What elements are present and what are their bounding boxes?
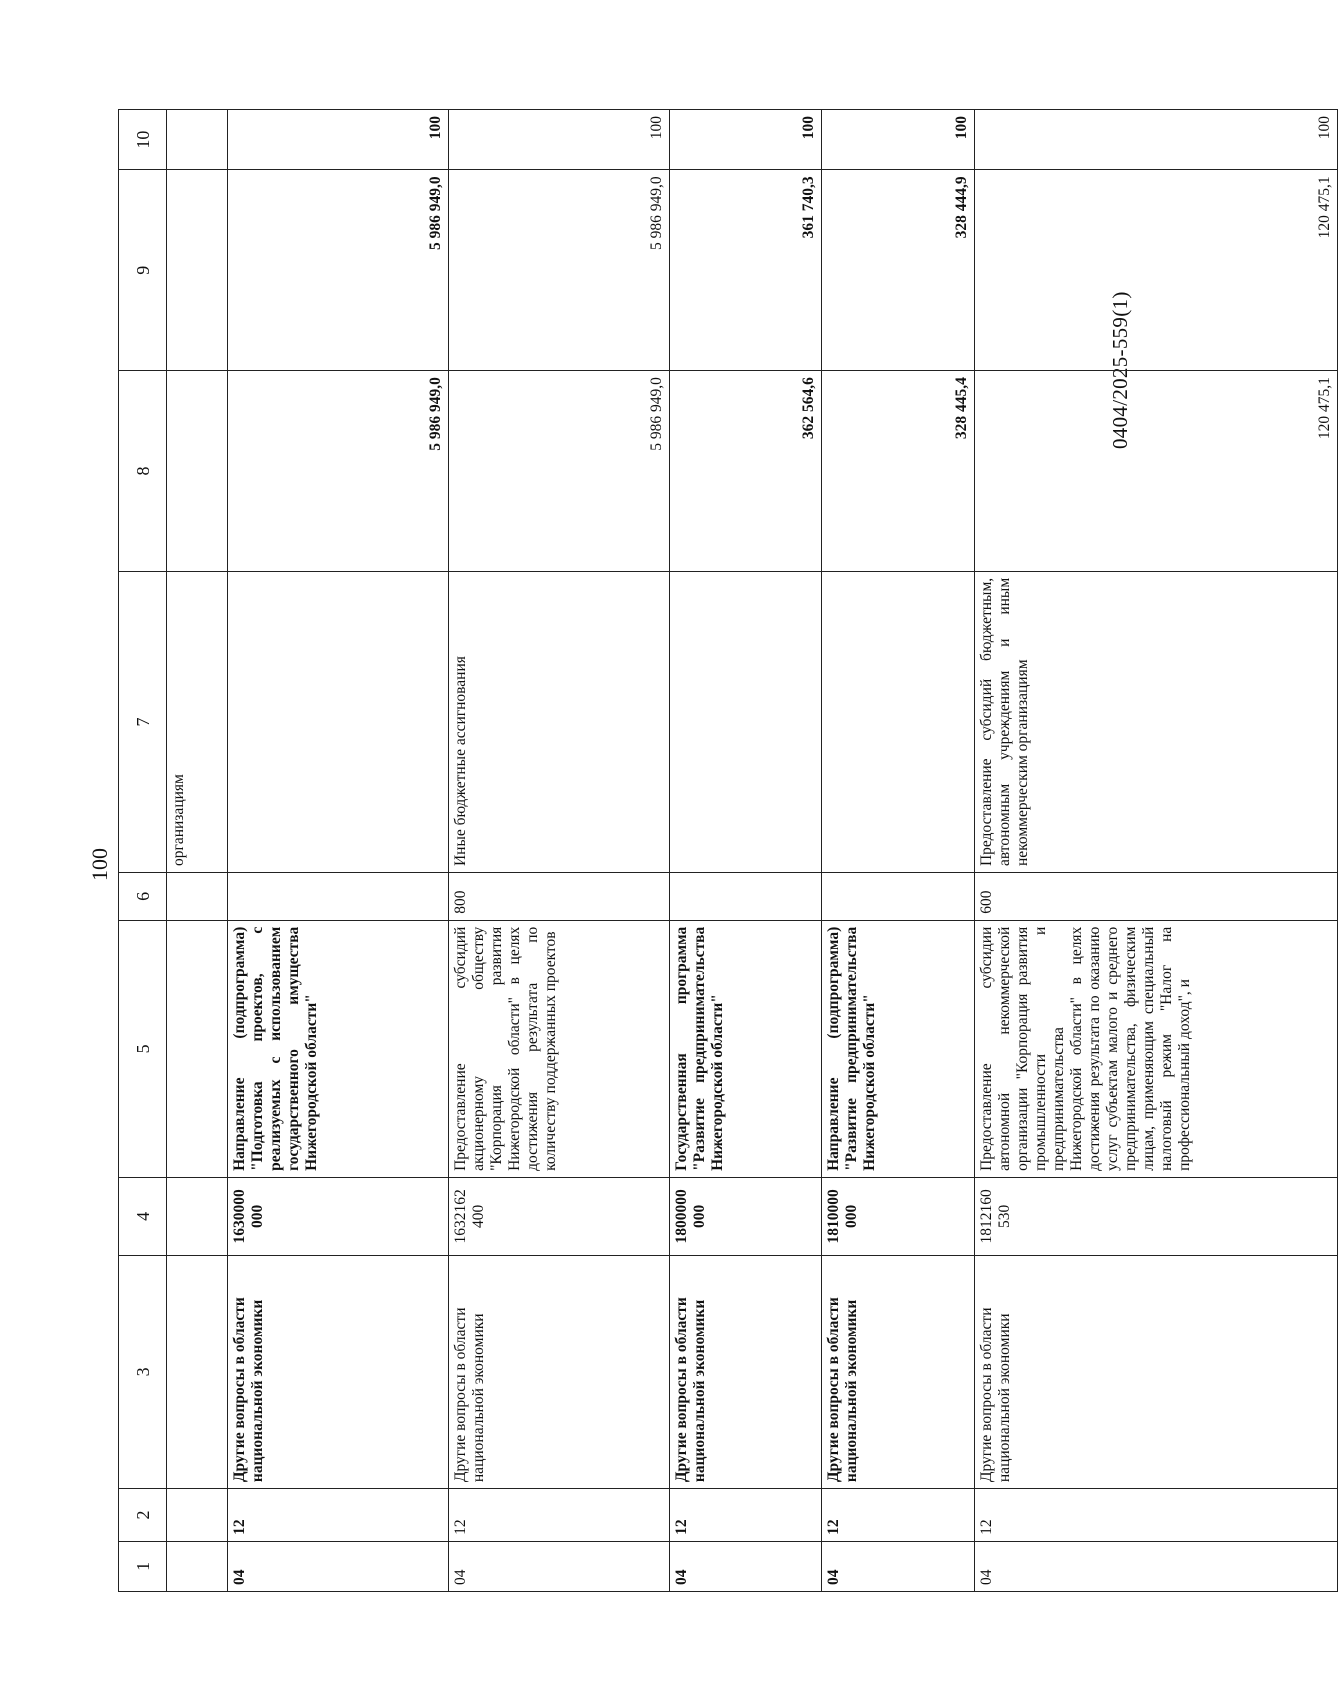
- section-name: Другие вопросы в области национальной экономики: [974, 1255, 1337, 1488]
- col-header-7: 7: [119, 571, 167, 872]
- section-code: 04: [669, 1541, 822, 1591]
- budget-table: [118, 109, 1338, 1592]
- expense-type-code: 800: [448, 873, 669, 921]
- executed-amount: 5 986 949,0: [448, 170, 669, 371]
- article-name: Предоставление субсидии автономной некоммерческой организации "Корпорация развития промышленности и предпринимательства Нижегородской области" в целях достижения результата по оказанию услуг субъектам малого и среднего предпринимательства, физическим лицам, применяющим специальный налоговый режим "Налог на профессиональный доход", и: [974, 920, 1337, 1177]
- table-row: [822, 110, 975, 1592]
- expense-type-name: Предоставление субсидий бюджетным, автономным учреждениям и иным некоммерческим организациям: [974, 571, 1337, 872]
- subsection-code: 12: [448, 1489, 669, 1542]
- expense-type-name: [669, 571, 822, 872]
- planned-amount: 362 564,6: [669, 371, 822, 572]
- section-name: Другие вопросы в области национальной экономики: [448, 1255, 669, 1488]
- subsection-code: 12: [974, 1489, 1337, 1542]
- table-row: [448, 110, 669, 1592]
- section-name: Другие вопросы в области национальной экономики: [669, 1255, 822, 1488]
- execution-percent: 100: [227, 110, 448, 170]
- expense-type-code: [227, 873, 448, 921]
- section-name: Другие вопросы в области национальной экономики: [822, 1255, 975, 1488]
- expense-type-name: Иные бюджетные ассигнования: [448, 571, 669, 872]
- expense-type-name: [227, 571, 448, 872]
- col-header-9: 9: [119, 170, 167, 371]
- table-row: [227, 110, 448, 1592]
- planned-amount: 120 475,1: [974, 371, 1337, 572]
- document-code: 0404/2025-559(1): [1108, 291, 1132, 449]
- col-header-1: 1: [119, 1541, 167, 1591]
- subsection-code: 12: [822, 1489, 975, 1542]
- target-article-code: 1812160 530: [974, 1177, 1337, 1255]
- header-row: [119, 110, 167, 1592]
- section-code: 04: [227, 1541, 448, 1591]
- article-name: Направление (подпрограмма) "Развитие предпринимательства Нижегородской области": [822, 920, 975, 1177]
- article-name: Предоставление субсидий акционерному обществу "Корпорация развития Нижегородской области" в целях достижения результата по количеству поддержанных проектов: [448, 920, 669, 1177]
- planned-amount: 5 986 949,0: [227, 371, 448, 572]
- col-header-10: 10: [119, 110, 167, 170]
- col-header-4: 4: [119, 1177, 167, 1255]
- target-article-code: 1800000 000: [669, 1177, 822, 1255]
- col-header-3: 3: [119, 1255, 167, 1488]
- section-code: 04: [448, 1541, 669, 1591]
- target-article-code: 1630000 000: [227, 1177, 448, 1255]
- execution-percent: 100: [974, 110, 1337, 170]
- expense-type-code: [669, 873, 822, 921]
- executed-amount: 120 475,1: [974, 170, 1337, 371]
- execution-percent: 100: [669, 110, 822, 170]
- executed-amount: 328 444,9: [822, 170, 975, 371]
- planned-amount: 5 986 949,0: [448, 371, 669, 572]
- expense-type-name: [822, 571, 975, 872]
- section-code: 04: [822, 1541, 975, 1591]
- subsection-code: 12: [227, 1489, 448, 1542]
- expense-type-code: 600: [974, 873, 1337, 921]
- subsection-code: 12: [669, 1489, 822, 1542]
- target-article-code: 1810000 000: [822, 1177, 975, 1255]
- section-name: Другие вопросы в области национальной экономики: [227, 1255, 448, 1488]
- execution-percent: 100: [448, 110, 669, 170]
- planned-amount: 328 445,4: [822, 371, 975, 572]
- execution-percent: 100: [822, 110, 975, 170]
- article-name: Государственная программа "Развитие предпринимательства Нижегородской области": [669, 920, 822, 1177]
- expense-type-code: [822, 873, 975, 921]
- continuation-row: [167, 110, 227, 1592]
- section-code: 04: [974, 1541, 1337, 1591]
- page-number: 100: [87, 848, 112, 881]
- table-row: [974, 110, 1337, 1592]
- col-header-6: 6: [119, 873, 167, 921]
- executed-amount: 361 740,3: [669, 170, 822, 371]
- target-article-code: 1632162 400: [448, 1177, 669, 1255]
- executed-amount: 5 986 949,0: [227, 170, 448, 371]
- article-name: Направление (подпрограмма) "Подготовка проектов, с реализуемых с использованием государственного имущества Нижегородской области": [227, 920, 448, 1177]
- col-header-8: 8: [119, 371, 167, 572]
- table-row: [669, 110, 822, 1592]
- col-header-5: 5: [119, 920, 167, 1177]
- budget-table-container: [118, 109, 1338, 1592]
- col-header-2: 2: [119, 1489, 167, 1542]
- continuation-expense-type: организациям: [167, 571, 227, 872]
